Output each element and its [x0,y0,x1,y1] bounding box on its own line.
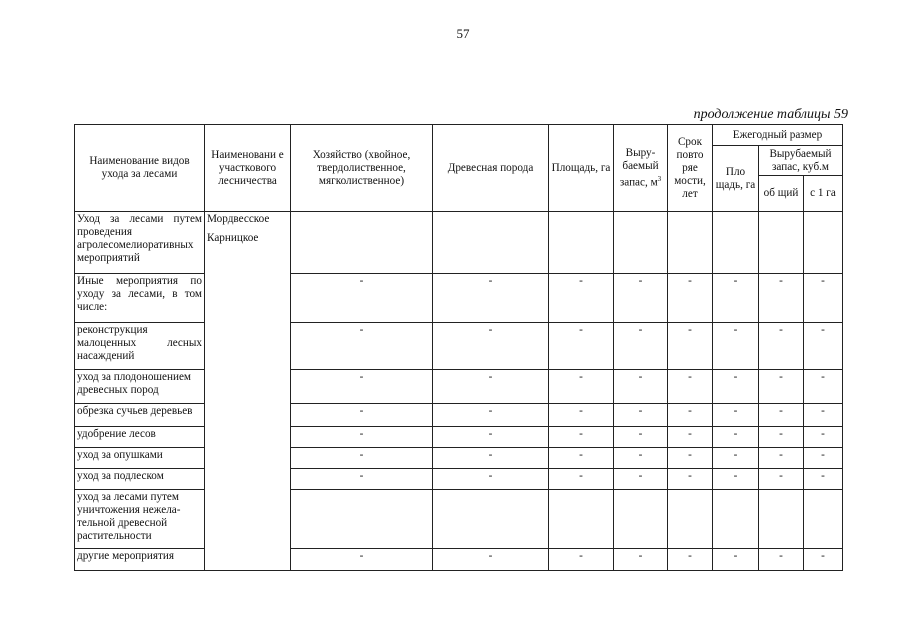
row-name: другие мероприятия [75,549,205,571]
row-name: уход за подлеском [75,469,205,490]
cell: - [668,427,713,448]
cell: - [549,323,614,370]
header-care-type: Наименование видов ухода за лесами [75,125,205,212]
cell: - [713,323,759,370]
cell: - [713,274,759,323]
cell: - [759,274,804,323]
cell: - [668,448,713,469]
cell: - [549,427,614,448]
header-repeat-period: Срок повто ряе мости, лет [668,125,713,212]
header-area: Площадь, га [549,125,614,212]
cell: - [804,323,843,370]
cell: - [668,323,713,370]
cell: - [668,549,713,571]
cell: - [614,370,668,404]
cell: - [549,404,614,427]
cell: - [614,469,668,490]
cell [713,490,759,549]
cell: - [713,549,759,571]
cell: - [433,274,549,323]
cell: - [291,448,433,469]
forest-care-table [74,124,843,571]
header-economy: Хозяйство (хвойное, твердолиственное, мягколиственное) [291,125,433,212]
cell: - [713,404,759,427]
cell: - [291,469,433,490]
cell: - [549,448,614,469]
cell [668,490,713,549]
cell: - [759,448,804,469]
cell: - [549,274,614,323]
row-name: обрезка сучьев деревьев [75,404,205,427]
row-name: реконструкция малоценных лесных насаждений [75,323,205,370]
cell: - [759,469,804,490]
cell: - [804,427,843,448]
cell: - [804,370,843,404]
cell: - [804,404,843,427]
header-annual-harvest: Вырубаемый запас, куб.м [759,146,843,176]
forestry-name: Карницкое [207,232,259,244]
cell: - [804,274,843,323]
cell: - [549,549,614,571]
cell: - [291,404,433,427]
cell [291,490,433,549]
cell: - [433,404,549,427]
cell: - [668,404,713,427]
cell [668,212,713,274]
cell: - [759,427,804,448]
header-annual-size: Ежегодный размер [713,125,843,146]
cell: - [614,404,668,427]
cell [433,490,549,549]
cell: - [291,323,433,370]
cell: - [759,549,804,571]
cell: - [614,448,668,469]
cell: - [291,274,433,323]
cell: - [668,274,713,323]
cell: - [759,323,804,370]
page-number: 57 [456,26,470,41]
cell [804,212,843,274]
header-forestry: Наименовани е участкового лесничества [205,125,291,212]
table-body [75,212,843,571]
cell: - [549,469,614,490]
cell: - [614,274,668,323]
row-name: уход за опушками [75,448,205,469]
header-tree-species: Древесная порода [433,125,549,212]
cell: - [291,427,433,448]
cell [549,212,614,274]
forestry-name: Мордвесское [207,213,270,225]
cell: - [713,427,759,448]
cell: - [433,448,549,469]
cell [759,490,804,549]
cell: - [433,469,549,490]
cell: - [433,549,549,571]
cell: - [614,549,668,571]
cell: - [433,323,549,370]
cell: - [804,549,843,571]
header-harvest-total: об щий [759,176,804,212]
row-name: Уход за лесами путем проведения агролесомелиоративных мероприятий [75,212,205,274]
cell [549,490,614,549]
cell: - [549,370,614,404]
cell [614,490,668,549]
header-annual-area: Пло щадь, га [713,146,759,212]
cell: - [804,469,843,490]
cell: - [713,448,759,469]
cell: - [614,323,668,370]
forestry-cell [205,212,291,571]
cell [759,212,804,274]
row-name: уход за плодоношением древесных пород [75,370,205,404]
header-harvest-volume: Выру-баемый запас, $м^3$ [614,125,668,212]
cell [291,212,433,274]
cell: - [433,427,549,448]
cell: - [614,427,668,448]
cell [614,212,668,274]
header-harvest-per-ha: с 1 га [804,176,843,212]
row-name: уход за лесами путем уничтожения нежела-тельной древесной растительности [75,490,205,549]
cell: - [291,549,433,571]
row-name: удобрение лесов [75,427,205,448]
cell: - [433,370,549,404]
cell: - [713,469,759,490]
cell [713,212,759,274]
cell: - [668,469,713,490]
cell: - [759,404,804,427]
table-caption: продолжение таблицы 59 [693,107,848,122]
cell: - [759,370,804,404]
cell: - [291,370,433,404]
cell: - [804,448,843,469]
cell: - [668,370,713,404]
cell: - [713,370,759,404]
row-name: Иные мероприятия по уходу за лесами, в том числе: [75,274,205,323]
cell [804,490,843,549]
cell [433,212,549,274]
